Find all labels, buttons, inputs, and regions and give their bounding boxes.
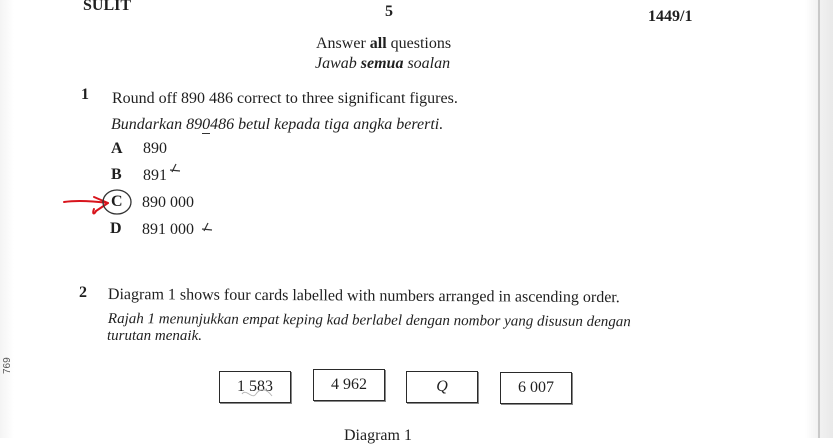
tick-mark-d-icon [202, 223, 212, 231]
header-page-number: 5 [385, 3, 393, 20]
instruction-en-suffix: questions [386, 35, 452, 52]
option-d-value: 891 000 [142, 221, 194, 238]
instruction-en-bold: all [369, 35, 387, 52]
card-1: 1 583 [219, 371, 291, 403]
question-1-ms-after: 486 betul kepada tiga angka bererti. [210, 116, 444, 133]
header-sulit: SULIT [83, 0, 132, 14]
instruction-ms-suffix: soalan [403, 55, 451, 72]
question-2-text-malay-line2: turutan menaik. [107, 328, 202, 344]
question-1-ms-marked-digit: 0 [202, 116, 211, 133]
question-2-text-english: Diagram 1 shows four cards labelled with numbers arranged in ascending order. [107, 286, 620, 307]
option-b-value: 891 [143, 167, 167, 184]
option-a-letter: A [111, 140, 123, 157]
instruction-ms-prefix: Jawab [315, 55, 361, 72]
diagram-caption: Diagram 1 [344, 427, 412, 444]
red-arrow-icon [64, 197, 108, 213]
question-1-ms-before: Bundarkan 89 [111, 116, 203, 133]
option-c-letter: C [111, 193, 123, 210]
instruction-en-prefix: Answer [316, 35, 370, 52]
tick-mark-b-icon [170, 164, 180, 172]
card-3: Q [406, 371, 478, 403]
question-1-number: 1 [81, 86, 89, 103]
question-2-number: 2 [79, 284, 87, 301]
option-c-value: 890 000 [142, 194, 194, 211]
question-1-text-english: Round off 890 486 correct to three significant figures. [112, 90, 458, 107]
question-2-text-malay-line1: Rajah 1 menunjukkan empat keping kad berlabel dengan nombor yang disusun dengan [107, 311, 631, 331]
option-b-letter: B [111, 166, 122, 183]
card-4: 6 007 [500, 372, 572, 404]
header-paper-code: 1449/1 [648, 8, 693, 25]
card-2: 4 962 [313, 369, 385, 401]
margin-code: 769 [2, 357, 13, 374]
pencil-scribble-icon [238, 386, 278, 402]
option-d-letter: D [110, 220, 122, 237]
instruction-ms-bold: semua [360, 55, 404, 72]
option-a-value: 890 [143, 140, 167, 157]
